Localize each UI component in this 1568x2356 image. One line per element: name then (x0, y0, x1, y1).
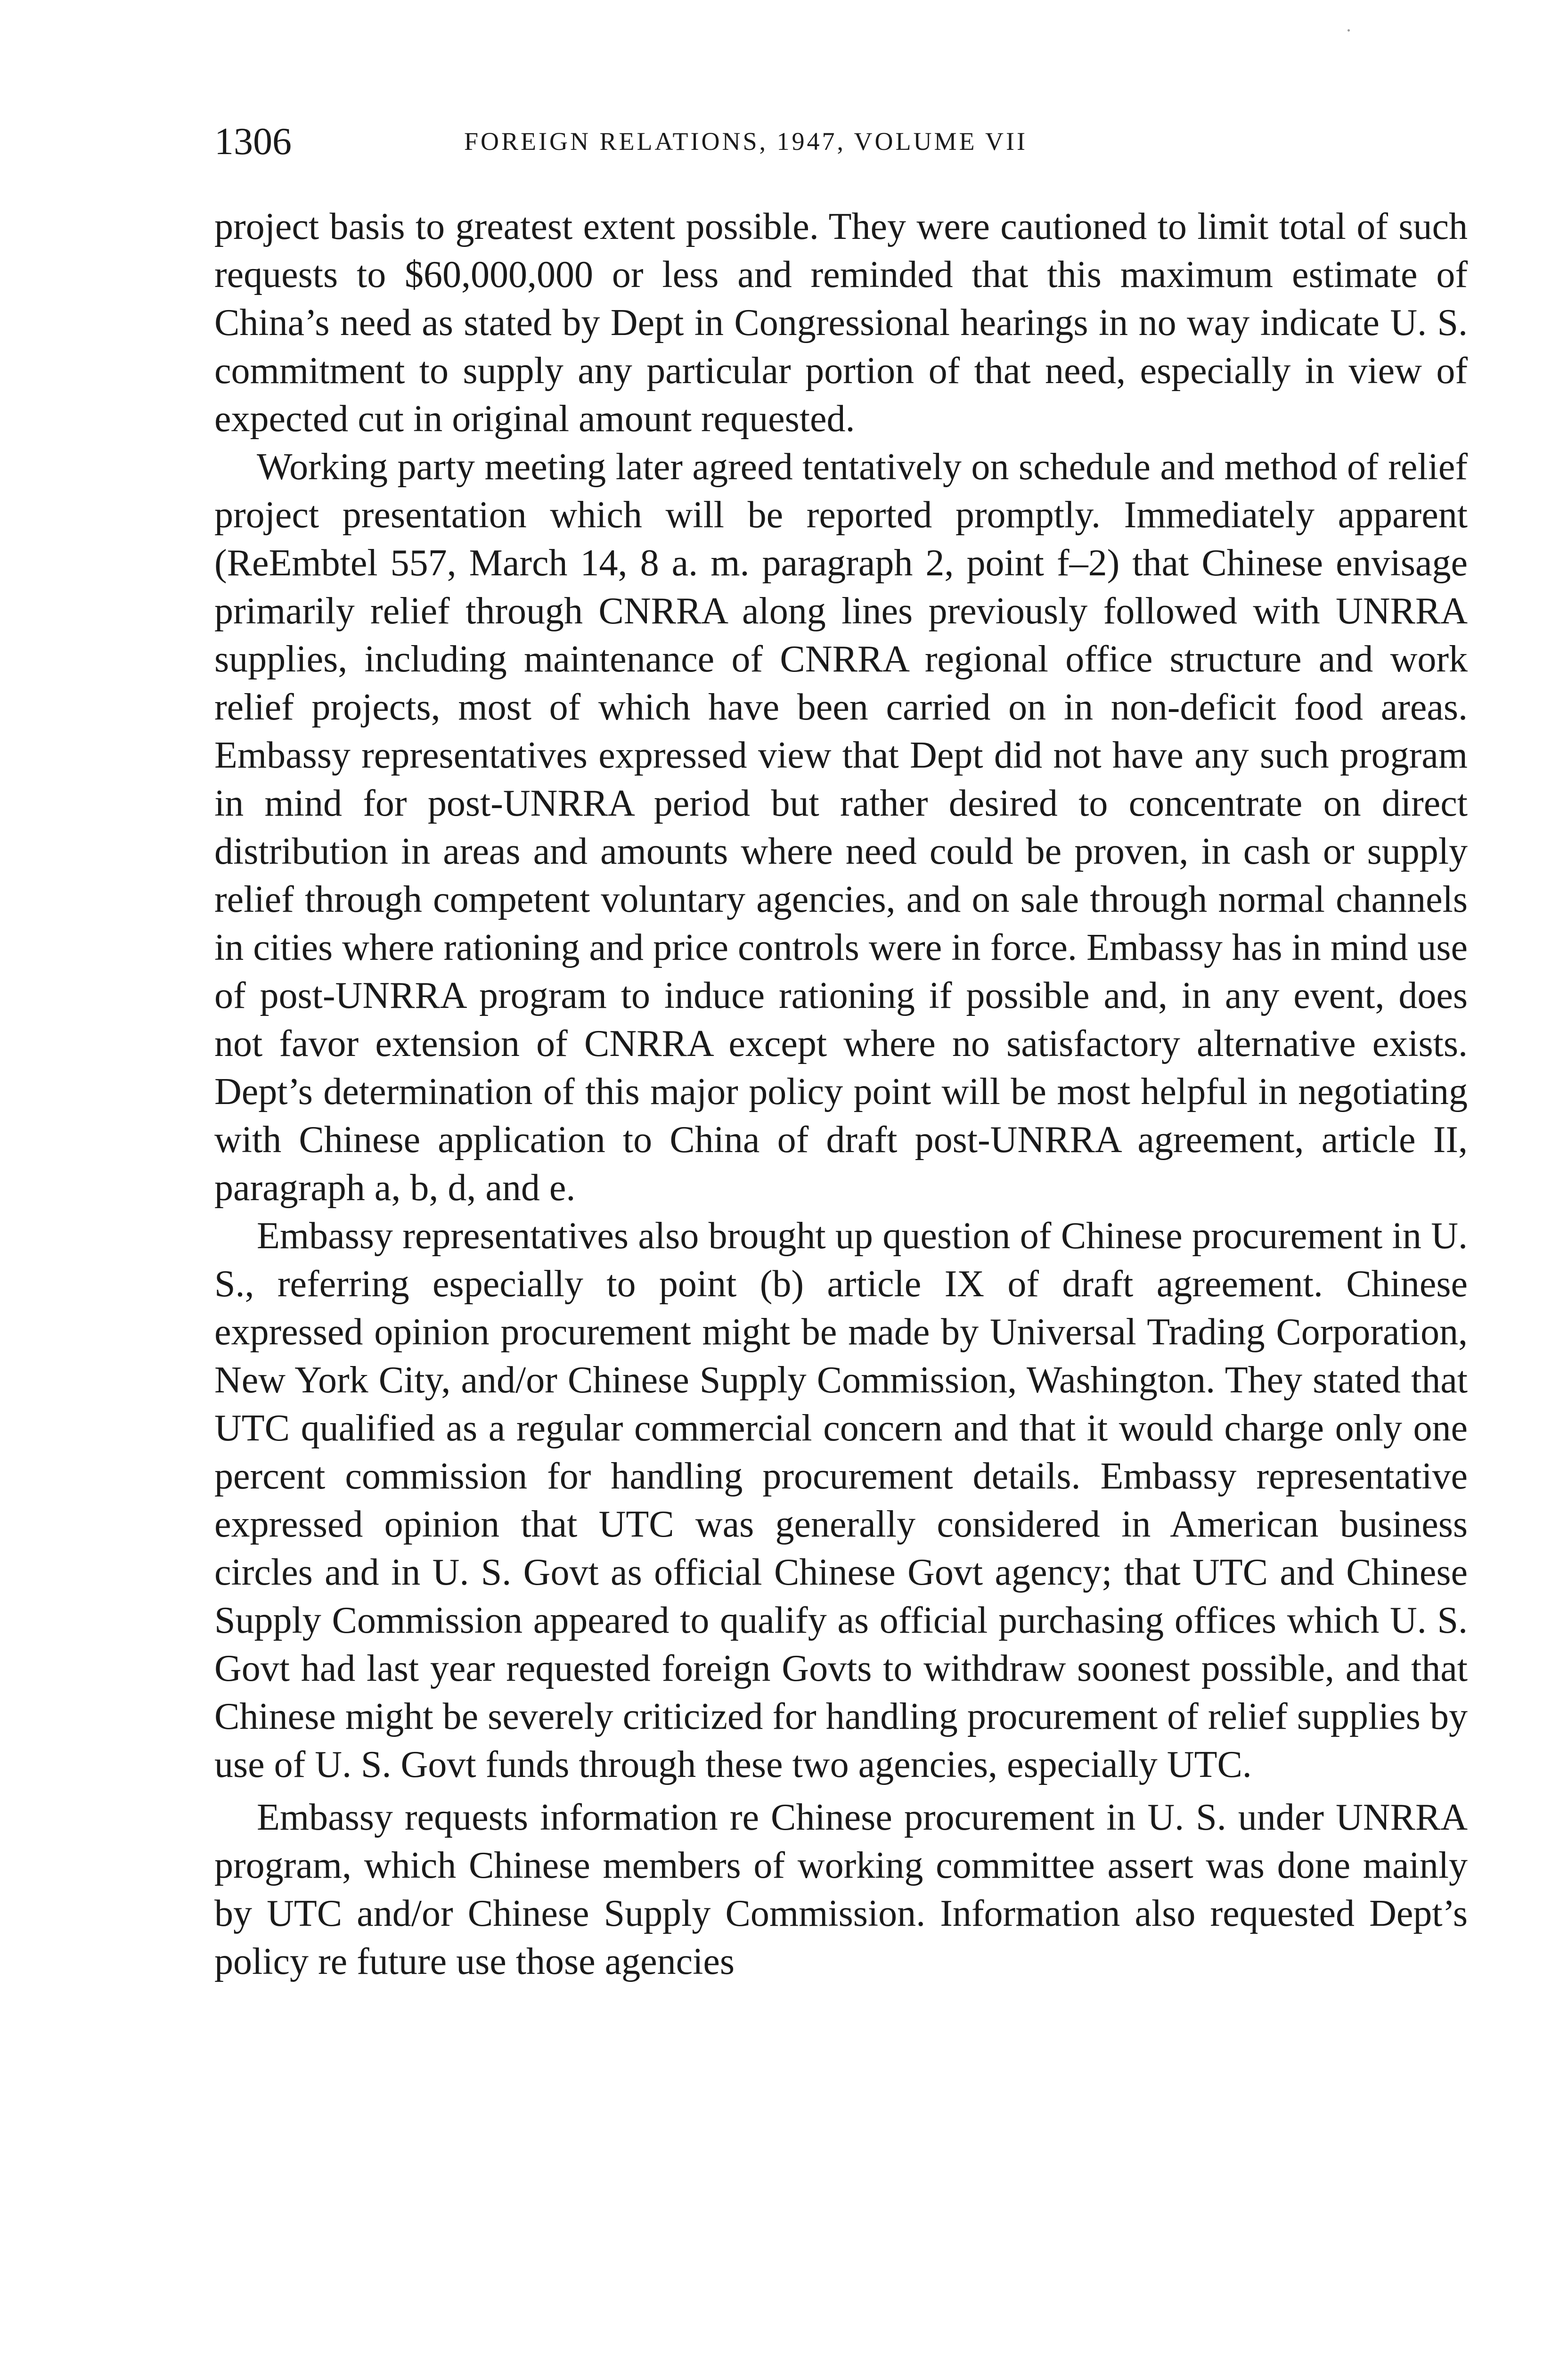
paragraph-2: Working party meeting later agreed tentatively on schedule and method of relief project presentation which will be reported promptly. Immediately apparent (ReEmbtel 557, March 14, 8 a. m. paragraph 2, point f–2) that Chinese envisage primarily relief through CNRRA along lines previously followed with UNRRA supplies, including maintenance of CNRRA regional office structure and work relief projects, most of which have been carried on in non-deficit food areas. Embassy representatives expressed view that Dept did not have any such program in mind for post-UNRRA period but rather desired to concentrate on direct distribution in areas and amounts where need could be proven, in cash or supply relief through competent voluntary agencies, and on sale through normal channels in cities where rationing and price controls were in force. Embassy has in mind use of post-UNRRA program to induce rationing if possible and, in any event, does not favor extension of CNRRA except where no satisfactory alternative exists. Dept’s determination of this major policy point will be most helpful in negotiating with Chinese application to China of draft post-UNRRA agreement, article II, paragraph a, b, d, and e. (214, 446, 1468, 1209)
page-header (214, 120, 1468, 163)
body-text (214, 203, 1468, 1986)
scan-speck (1348, 29, 1350, 32)
page-number: 1306 (214, 120, 292, 163)
running-head: FOREIGN RELATIONS, 1947, VOLUME VII (464, 127, 1028, 155)
paragraph-1: project basis to greatest extent possible. They were cautioned to limit total of such requests to $60,000,000 or less and reminded that this maximum estimate of China’s need as stated by Dept in Congressional hearings in no way indicate U. S. commitment to supply any particular portion of that need, especially in view of expected cut in original amount requested. (214, 206, 1468, 440)
paragraph-3: Embassy representatives also brought up question of Chinese procurement in U. S., referring especially to point (b) article IX of draft agreement. Chinese expressed opinion procurement might be made by Universal Trading Corporation, New York City, and/or Chinese Supply Commission, Washington. They stated that UTC qualified as a regular commercial concern and that it would charge only one percent commission for handling procurement details. Embassy representative expressed opinion that UTC was generally considered in American business circles and in U. S. Govt as official Chinese Govt agency; that UTC and Chinese Supply Commission appeared to qualify as official purchasing offices which U. S. Govt had last year requested foreign Govts to withdraw soonest possible, and that Chinese might be severely criticized for handling procurement of relief supplies by use of U. S. Govt funds through these two agencies, especially UTC. (214, 1215, 1468, 1785)
paragraph-4: Embassy requests information re Chinese procurement in U. S. under UNRRA program, which Chinese members of working committee assert was done mainly by UTC and/or Chinese Supply Commission. Information also requested Dept’s policy re future use those agencies (214, 1797, 1468, 1982)
